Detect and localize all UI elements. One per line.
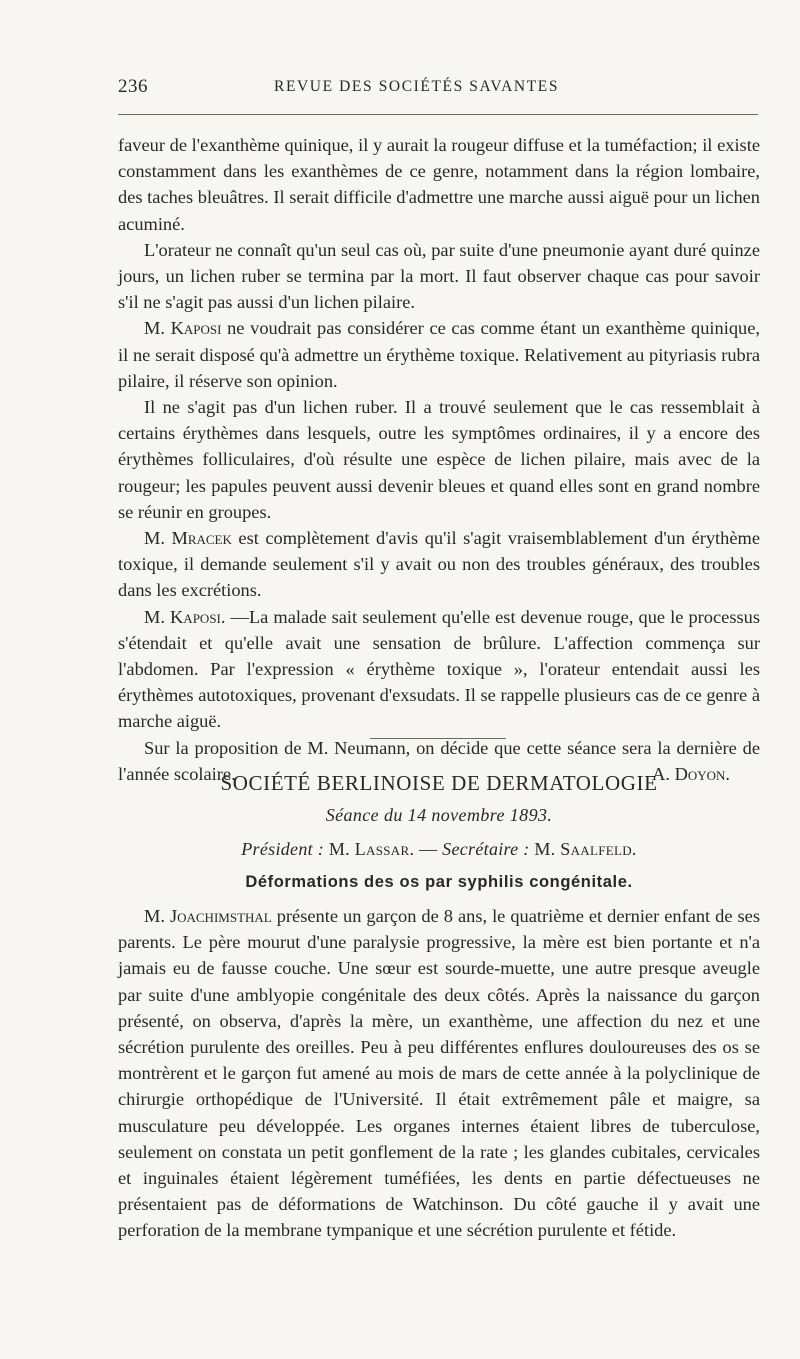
speaker-prefix: M.	[144, 318, 171, 339]
running-head	[118, 76, 760, 102]
paragraph: faveur de l'exanthème quinique, il y aurait la rougeur diffuse et la tuméfaction; il existe constamment dans les exanthèmes de ce genre, notamment dans la région lombaire, des taches bleuâtres. Il serait difficile d'admettre une marche aussi aiguë pour un lichen acuminé.	[118, 135, 760, 234]
paragraph-text: ne voudrait pas considérer ce cas comme étant un exanthème quinique, il ne serait disposé qu'à admettre un érythème toxique. Relativement au pityriasis rubra pilaire, il réserve son opinion.	[118, 318, 760, 391]
speaker-name: Kaposi.	[170, 606, 226, 627]
journal-title: REVUE DES SOCIÉTÉS SAVANTES	[274, 78, 560, 95]
paragraph	[118, 903, 760, 1244]
president-name: Lassar.	[354, 839, 415, 859]
speaker-name: Joachimsthal	[169, 906, 272, 926]
continuation-text	[118, 132, 760, 787]
officers-line	[118, 839, 760, 860]
signature-prefix: A.	[652, 763, 675, 784]
paragraph-text: Sur la proposition de M. Neumann, on décide que cette séance sera la dernière de l'année scolaire.	[118, 737, 760, 784]
speaker-prefix: M.	[144, 528, 172, 549]
paragraph: L'orateur ne connaît qu'un seul cas où, par suite d'une pneumonie ayant duré quinze jours, un lichen ruber se termina par la mort. Il faut observer chaque cas pour savoir s'il ne s'agit pas aussi d'un lichen pilaire.	[118, 239, 760, 313]
paragraph	[118, 604, 760, 735]
session-date: Séance du 14 novembre 1893.	[325, 805, 553, 825]
article-text	[118, 903, 760, 1244]
society-title: SOCIÉTÉ BERLINOISE DE DERMATOLOGIE	[220, 771, 658, 795]
separator: —	[414, 839, 443, 859]
speaker-prefix: M.	[144, 906, 170, 926]
paragraph-text: présente un garçon de 8 ans, le quatrième et dernier enfant de ses parents. Le père mourut d'une paralysie progressive, la mère est bien portante et n'a jamais eu de fausse couche. Une sœur est sourde-muette, une autre presque aveugle par suite d'une amblyopie congénitale des deux côtés. Après la naissance du garçon présenté, on observa, d'après la mère, un exanthème, une affection du nez et une sécrétion purulente des oreilles. Peu à peu différentes enflures douloureuses des os se montrèrent et le garçon fut amené au mois de mars de cette année à la polyclinique de chirurgie orthopédique de l'Université. Il était extrêmement pâle et maigre, sa musculature peu développée. Les organes internes étaient libres de tuberculose, seulement on constata un petit gonflement de la rate ; les glandes cubitales, cervicales et inguinales étaient légèrement tuméfiées, les dents en partie défectueuses ne présentaient pas de déformations de Watchinson. Du côté gauche il y avait une perforation de la membrane tympanique et une sécrétion purulente et fétide.	[118, 906, 760, 1241]
article-title: Déformations des os par syphilis congénitale.	[245, 873, 633, 891]
paragraph-text: —La malade sait seulement qu'elle est devenue rouge, que le processus s'étendait et qu'elle avait une sensation de brûlure. L'affection commença sur l'abdomen. Par l'expression « érythème toxique », l'orateur entendait aussi les érythèmes autotoxiques, provenant d'exsudats. Il se rappelle plusieurs cas de ce genre à marche aiguë.	[118, 606, 760, 732]
paragraph-text: est complètement d'avis qu'il s'agit vraisemblablement d'un érythème toxique, il demande seulement s'il y avait ou non des troubles généraux, des troubles dans les excrétions.	[118, 528, 760, 601]
secretary-label: Secrétaire :	[442, 839, 530, 859]
section-divider	[370, 738, 506, 739]
paragraph	[118, 525, 760, 604]
secretary-prefix: M.	[529, 839, 561, 859]
paragraph: Il ne s'agit pas d'un lichen ruber. Il a trouvé seulement que le cas ressemblait à certains érythèmes dans lesquels, outre les symptômes ordinaires, il y a encore des érythèmes folliculaires, d'où résulte une espèce de lichen pilaire, mais avec de la rougeur; les papules peuvent aussi devenir bleues et quand elles sont en grand nombre se réunir en groupes.	[118, 397, 760, 522]
speaker-name: Kaposi	[170, 318, 222, 339]
paragraph	[118, 315, 760, 394]
secretary-name: Saalfeld.	[560, 839, 637, 859]
speaker-name: Mracek	[171, 528, 232, 549]
signature-name: Doyon.	[674, 763, 730, 784]
president-prefix: M.	[324, 839, 355, 859]
speaker-prefix: M.	[144, 606, 171, 627]
header-rule	[118, 114, 758, 115]
page-number: 236	[118, 76, 148, 97]
president-label: Président :	[241, 839, 325, 859]
